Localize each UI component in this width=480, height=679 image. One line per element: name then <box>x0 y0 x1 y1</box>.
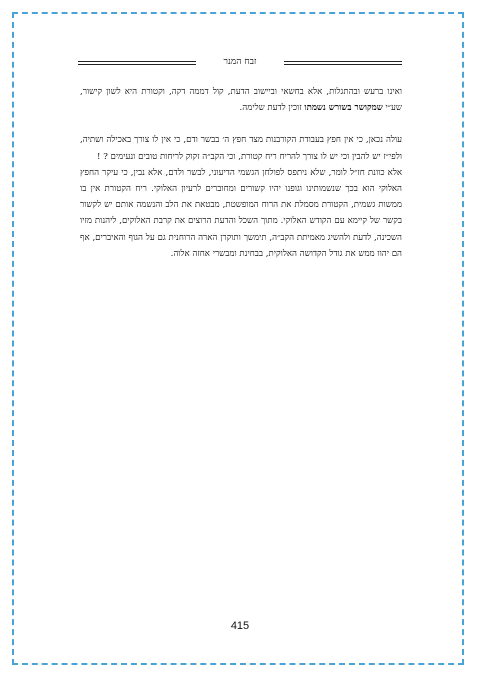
paragraph-2: עולה נכאן, כי אין חפץ בעבודת הקורבנות מצד חפץ ה׳ בבשר ודם, כי אין לו צורך באכילה ושתיה, ולפי״ז יש להבין וכי יש לו צורך להריח ריח קטורת, וכי הקב״ה זקוק לריחות טובים ונעימים ? ! <box>80 135 402 162</box>
running-header <box>78 55 402 69</box>
page-number: 415 <box>230 620 250 632</box>
header-title: זבח המנר <box>223 57 257 67</box>
paragraph-1-text-after: זוכין לדעת שלימה. <box>239 103 305 114</box>
header-rule-right <box>284 61 402 65</box>
paragraph-spacer <box>80 116 402 132</box>
paragraph-1-bold-phrase: שמקושר בשורש נשמתו <box>304 103 383 114</box>
body-text <box>80 84 402 262</box>
paragraph-1 <box>80 84 402 116</box>
paragraph-3: אלא כוונת חז״ל לומר, שלא ניתפס לפולחן הגשמי הדיעוני, לבשר ולדם, אלא נבין, כי עיקר החפץ האלוקי הוא בכך שנשמותינו וגופנו יהיו קשורים ומחוברים לרעיון האלוקי. ריח הקטורת אין בו ממשות גשמית, הקטורת מסמלת את הרוח המופשטת, מבטאת את הלב והנשמה אותם יש לקשור בקשר של קיימא עם הקודש האלוקי. מתוך השכל והדעת הרוצים את קרבת האלוקים, ליהנות מזיו השכינה, לדעת ולהשיג מאמיתת הקב״ה, תימשך ותוקרן הארה הרוחנית גם על הגוף והאיברים, אף הם יהוו ממש את גודל הקדושה האלוקית, בבחינת ומבשרי אחזה אלוה. <box>80 167 402 259</box>
paragraph-1-text-before: ואינו ברעש ובהתגלות, אלא בחשאי וביישוב הדעת, קול דממה דקה, וקטורת היא לשון קישור, שע״י <box>80 87 402 114</box>
